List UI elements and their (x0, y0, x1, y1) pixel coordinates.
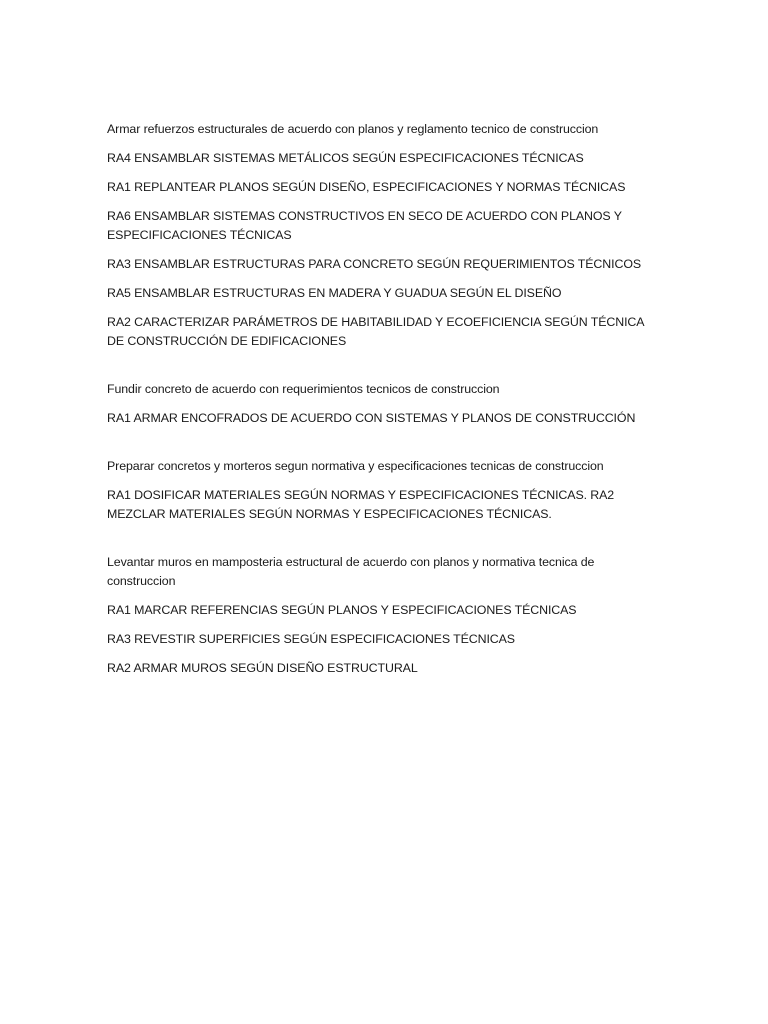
section-heading: Preparar concretos y morteros segun normativa y especificaciones tecnicas de construccion (107, 459, 604, 473)
learning-outcome: RA4 ENSAMBLAR SISTEMAS METÁLICOS SEGÚN ESPECIFICACIONES TÉCNICAS (107, 151, 584, 165)
learning-outcome: RA1 DOSIFICAR MATERIALES SEGÚN NORMAS Y ESPECIFICACIONES TÉCNICAS. RA2 MEZCLAR MATERIALES SEGÚN NORMAS Y ESPECIFICACIONES TÉCNICAS. (107, 488, 615, 521)
section-heading: Armar refuerzos estructurales de acuerdo con planos y reglamento tecnico de construccion (107, 122, 599, 136)
section-fundir-concreto (107, 380, 647, 428)
section-armar-refuerzos (107, 120, 647, 351)
learning-outcome: RA3 ENSAMBLAR ESTRUCTURAS PARA CONCRETO SEGÚN REQUERIMIENTOS TÉCNICOS (107, 257, 642, 271)
document-page (107, 120, 647, 688)
learning-outcome: RA3 REVESTIR SUPERFICIES SEGÚN ESPECIFICACIONES TÉCNICAS (107, 632, 515, 646)
learning-outcome: RA2 CARACTERIZAR PARÁMETROS DE HABITABILIDAD Y ECOEFICIENCIA SEGÚN TÉCNICA DE CONSTRUCCIÓN DE EDIFICACIONES (107, 315, 644, 348)
section-heading: Fundir concreto de acuerdo con requerimientos tecnicos de construccion (107, 382, 500, 396)
learning-outcome: RA5 ENSAMBLAR ESTRUCTURAS EN MADERA Y GUADUA SEGÚN EL DISEÑO (107, 286, 562, 300)
learning-outcome: RA2 ARMAR MUROS SEGÚN DISEÑO ESTRUCTURAL (107, 661, 418, 675)
section-levantar-muros (107, 553, 647, 678)
section-heading: Levantar muros en mamposteria estructural de acuerdo con planos y normativa tecnica de construccion (107, 555, 595, 588)
learning-outcome: RA1 ARMAR ENCOFRADOS DE ACUERDO CON SISTEMAS Y PLANOS DE CONSTRUCCIÓN (107, 411, 636, 425)
section-preparar-concretos (107, 457, 647, 524)
learning-outcome: RA1 REPLANTEAR PLANOS SEGÚN DISEÑO, ESPECIFICACIONES Y NORMAS TÉCNICAS (107, 180, 626, 194)
learning-outcome: RA1 MARCAR REFERENCIAS SEGÚN PLANOS Y ESPECIFICACIONES TÉCNICAS (107, 603, 577, 617)
learning-outcome: RA6 ENSAMBLAR SISTEMAS CONSTRUCTIVOS EN SECO DE ACUERDO CON PLANOS Y ESPECIFICACIONES TÉCNICAS (107, 209, 622, 242)
